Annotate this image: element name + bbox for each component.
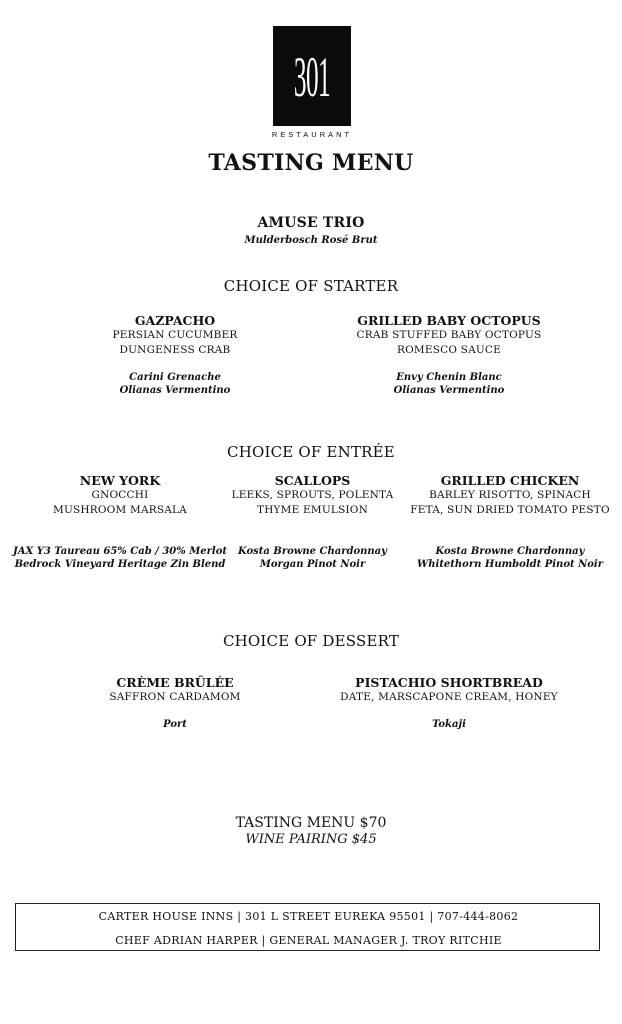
dish-desc-1: LEEKS, SPROUTS, POLENTA <box>231 489 394 501</box>
wine-1: Tokaji <box>432 719 466 730</box>
logo-subtitle: RESTAURANT <box>271 130 353 139</box>
dish-desc-2: ROMESCO SAUCE <box>396 344 502 356</box>
wine-1: Carini Grenache <box>129 372 221 383</box>
dessert-creme-brulee <box>75 675 275 731</box>
wine-1: JAX Y3 Taureau 65% Cab / 30% Merlot <box>12 546 228 557</box>
dish-desc-2: THYME EMULSION <box>256 504 369 516</box>
amuse-wine: Mulderbosch Rosé Brut <box>244 235 378 246</box>
wine-1: Kosta Browne Chardonnay <box>238 546 387 557</box>
wine-2: Morgan Pinot Noir <box>259 559 366 570</box>
footer-contact-box <box>15 903 600 951</box>
wine-2: Whitethorn Humboldt Pinot Noir <box>417 559 603 570</box>
dish-name: GAZPACHO <box>134 313 216 328</box>
dish-desc-1: BARLEY RISOTTO, SPINACH <box>429 489 591 501</box>
footer-line-address: CARTER HOUSE INNS | 301 L STREET EUREKA 95501 | 707-444-8062 <box>98 910 519 923</box>
dish-desc-1: GNOCCHI <box>91 489 149 501</box>
dish-desc-2: DUNGENESS CRAB <box>119 344 231 356</box>
starter-octopus <box>329 313 569 397</box>
starter-gazpacho <box>75 313 275 397</box>
tasting-menu-price: TASTING MENU $70 <box>235 815 387 831</box>
entree-heading: CHOICE OF ENTRÉE <box>227 443 395 461</box>
dish-desc-2: FETA, SUN DRIED TOMATO PESTO <box>410 504 610 516</box>
entree-grilled-chicken <box>405 473 615 571</box>
footer-line-staff: CHEF ADRIAN HARPER | GENERAL MANAGER J. TROY RITCHIE <box>115 934 502 947</box>
wine-2: Olianas Vermentino <box>393 385 505 396</box>
starter-heading: CHOICE OF STARTER <box>223 277 399 295</box>
entree-scallops <box>215 473 410 571</box>
dish-desc-1: PERSIAN CUCUMBER <box>112 329 238 341</box>
dessert-pistachio-shortbread <box>329 675 569 731</box>
amuse-name: AMUSE TRIO <box>257 215 365 231</box>
wine-1: Kosta Browne Chardonnay <box>435 546 585 557</box>
dish-name: SCALLOPS <box>274 473 351 488</box>
dish-name: GRILLED CHICKEN <box>440 473 580 488</box>
dish-name: CRÈME BRÛLÉE <box>116 675 234 690</box>
entree-new-york <box>10 473 230 571</box>
wine-1: Port <box>163 719 187 730</box>
dessert-heading: CHOICE OF DESSERT <box>222 632 400 650</box>
wine-pairing-price: WINE PAIRING $45 <box>245 832 377 847</box>
wine-2: Olianas Vermentino <box>119 385 231 396</box>
wine-2: Bedrock Vineyard Heritage Zin Blend <box>14 559 226 570</box>
dish-desc-2: MUSHROOM MARSALA <box>53 504 187 516</box>
dish-name: NEW YORK <box>79 473 161 488</box>
page-title: TASTING MENU <box>208 150 414 176</box>
dish-desc-1: DATE, MARSCAPONE CREAM, HONEY <box>340 691 558 703</box>
logo-number: 301 <box>293 44 331 108</box>
dish-desc-1: CRAB STUFFED BABY OCTOPUS <box>356 329 542 341</box>
wine-1: Envy Chenin Blanc <box>396 372 502 383</box>
dish-name: PISTACHIO SHORTBREAD <box>355 675 543 690</box>
dish-name: GRILLED BABY OCTOPUS <box>357 313 541 328</box>
restaurant-logo <box>273 26 351 126</box>
dish-desc-1: SAFFRON CARDAMOM <box>109 691 241 703</box>
